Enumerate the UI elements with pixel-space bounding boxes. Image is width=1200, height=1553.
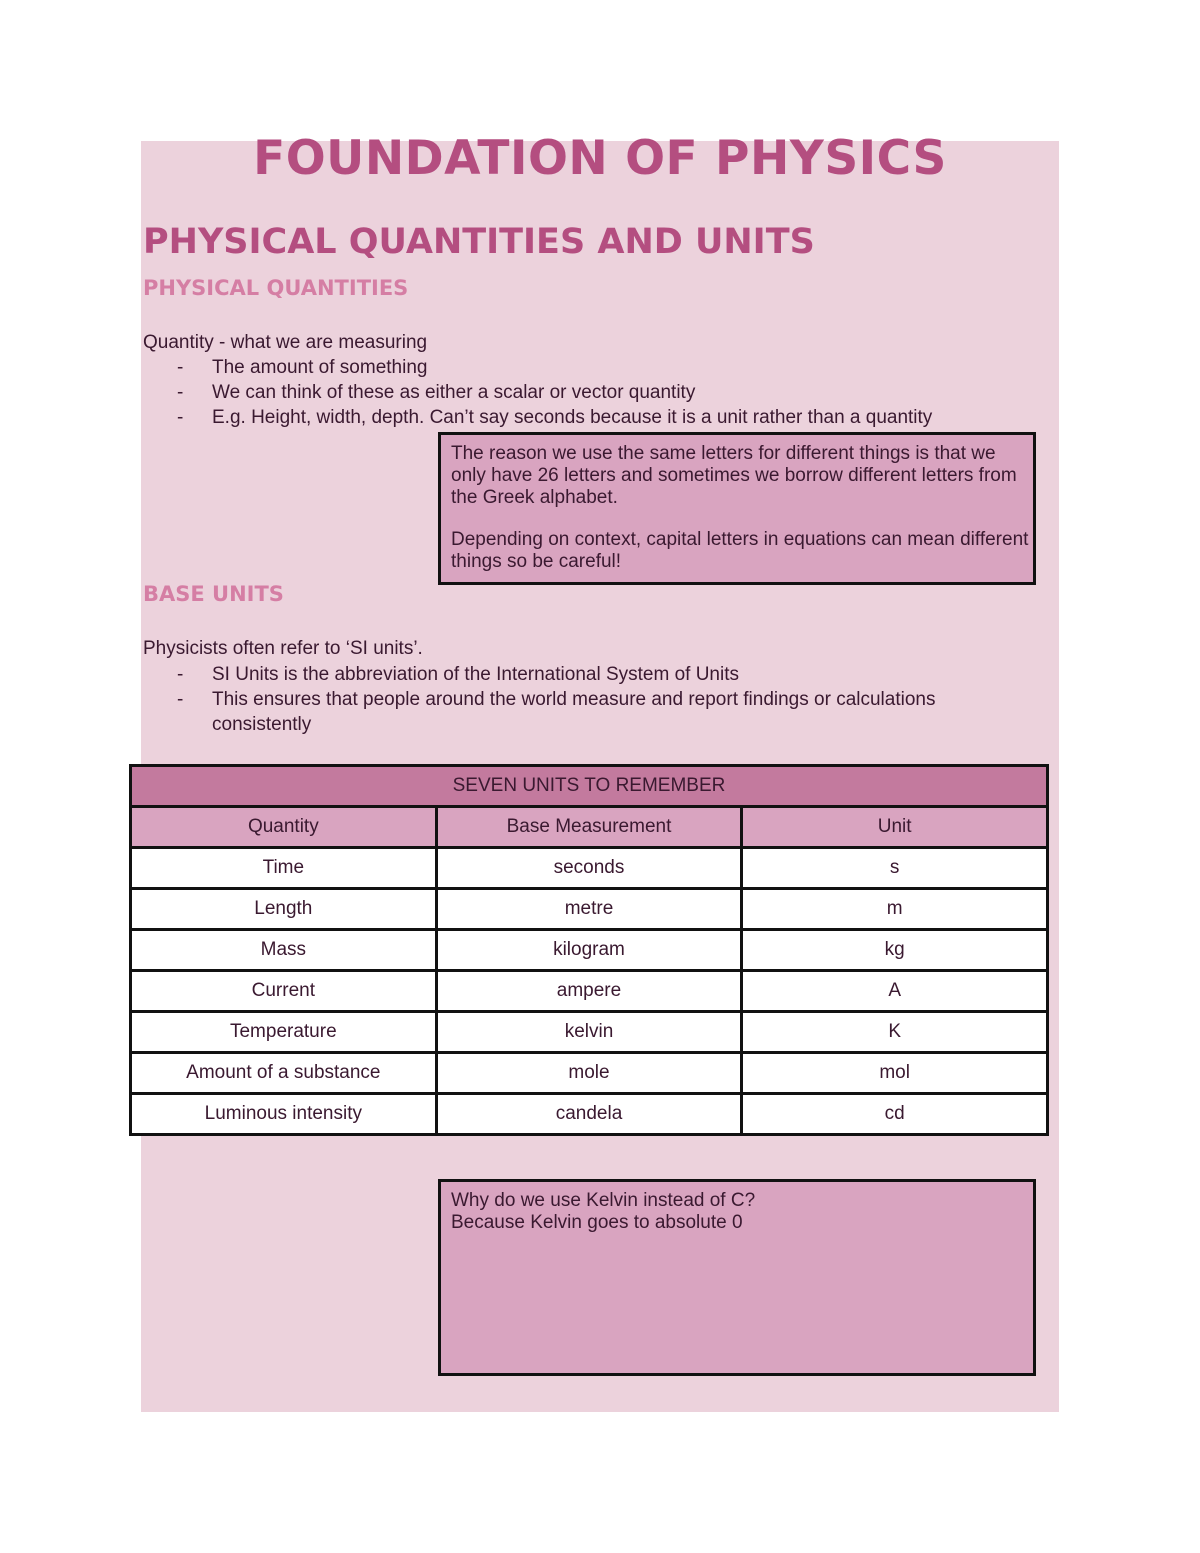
list-item: - This ensures that people around the world measure and report findings or calculations [177,689,936,710]
table-row [131,930,1048,971]
table-cell: kg [742,930,1048,971]
table-header-row [131,807,1048,848]
physical-quantities-heading: PHYSICAL QUANTITIES [143,276,409,300]
table-cell: ampere [436,971,742,1012]
table-cell: kilogram [436,930,742,971]
column-header-unit: Unit [742,807,1048,848]
list-item: - We can think of these as either a scalar or vector quantity [177,382,696,403]
table-cell: A [742,971,1048,1012]
table-cell: m [742,889,1048,930]
table-row [131,971,1048,1012]
table-row [131,1012,1048,1053]
table-cell: cd [742,1094,1048,1135]
si-units-list [143,662,935,737]
table-cell: s [742,848,1048,889]
units-table [129,764,1049,1136]
note-paragraph: The reason we use the same letters for different things is that we only have 26 letters and sometimes we borrow different letters from the Greek alphabet. [451,443,1017,508]
letters-note-box [438,432,1036,585]
table-row [131,1094,1048,1135]
quantity-definition: Quantity - what we are measuring [143,332,428,353]
note-answer: Because Kelvin goes to absolute 0 [451,1212,743,1233]
table-cell: mole [436,1053,742,1094]
table-cell: Time [131,848,437,889]
quantities-list [143,355,932,430]
si-units-intro: Physicists often refer to ‘SI units’. [143,638,423,659]
table-caption: SEVEN UNITS TO REMEMBER [131,766,1048,807]
column-header-quantity: Quantity [131,807,437,848]
table-row [131,848,1048,889]
table-cell: seconds [436,848,742,889]
base-units-heading: BASE UNITS [143,582,284,606]
table-cell: Amount of a substance [131,1053,437,1094]
note-question: Why do we use Kelvin instead of C? [451,1190,756,1211]
table-row [131,889,1048,930]
section-heading: PHYSICAL QUANTITIES AND UNITS [143,222,815,262]
list-item: - E.g. Height, width, depth. Can’t say seconds because it is a unit rather than a quantity [177,407,933,428]
page-title: FOUNDATION OF PHYSICS [253,131,947,186]
table-cell: Temperature [131,1012,437,1053]
table-cell: K [742,1012,1048,1053]
table-cell: candela [436,1094,742,1135]
kelvin-note-box [438,1179,1036,1376]
table-row [131,1053,1048,1094]
table-cell: Current [131,971,437,1012]
table-cell: Luminous intensity [131,1094,437,1135]
list-item: - The amount of something [177,357,428,378]
table-cell: mol [742,1053,1048,1094]
table-cell: kelvin [436,1012,742,1053]
table-cell: Length [131,889,437,930]
column-header-base-measurement: Base Measurement [436,807,742,848]
note-paragraph: Depending on context, capital letters in equations can mean different things so be careful! [451,529,1029,572]
list-item: consistently [212,714,312,735]
table-cell: Mass [131,930,437,971]
table-cell: metre [436,889,742,930]
list-item: - SI Units is the abbreviation of the International System of Units [177,664,739,685]
